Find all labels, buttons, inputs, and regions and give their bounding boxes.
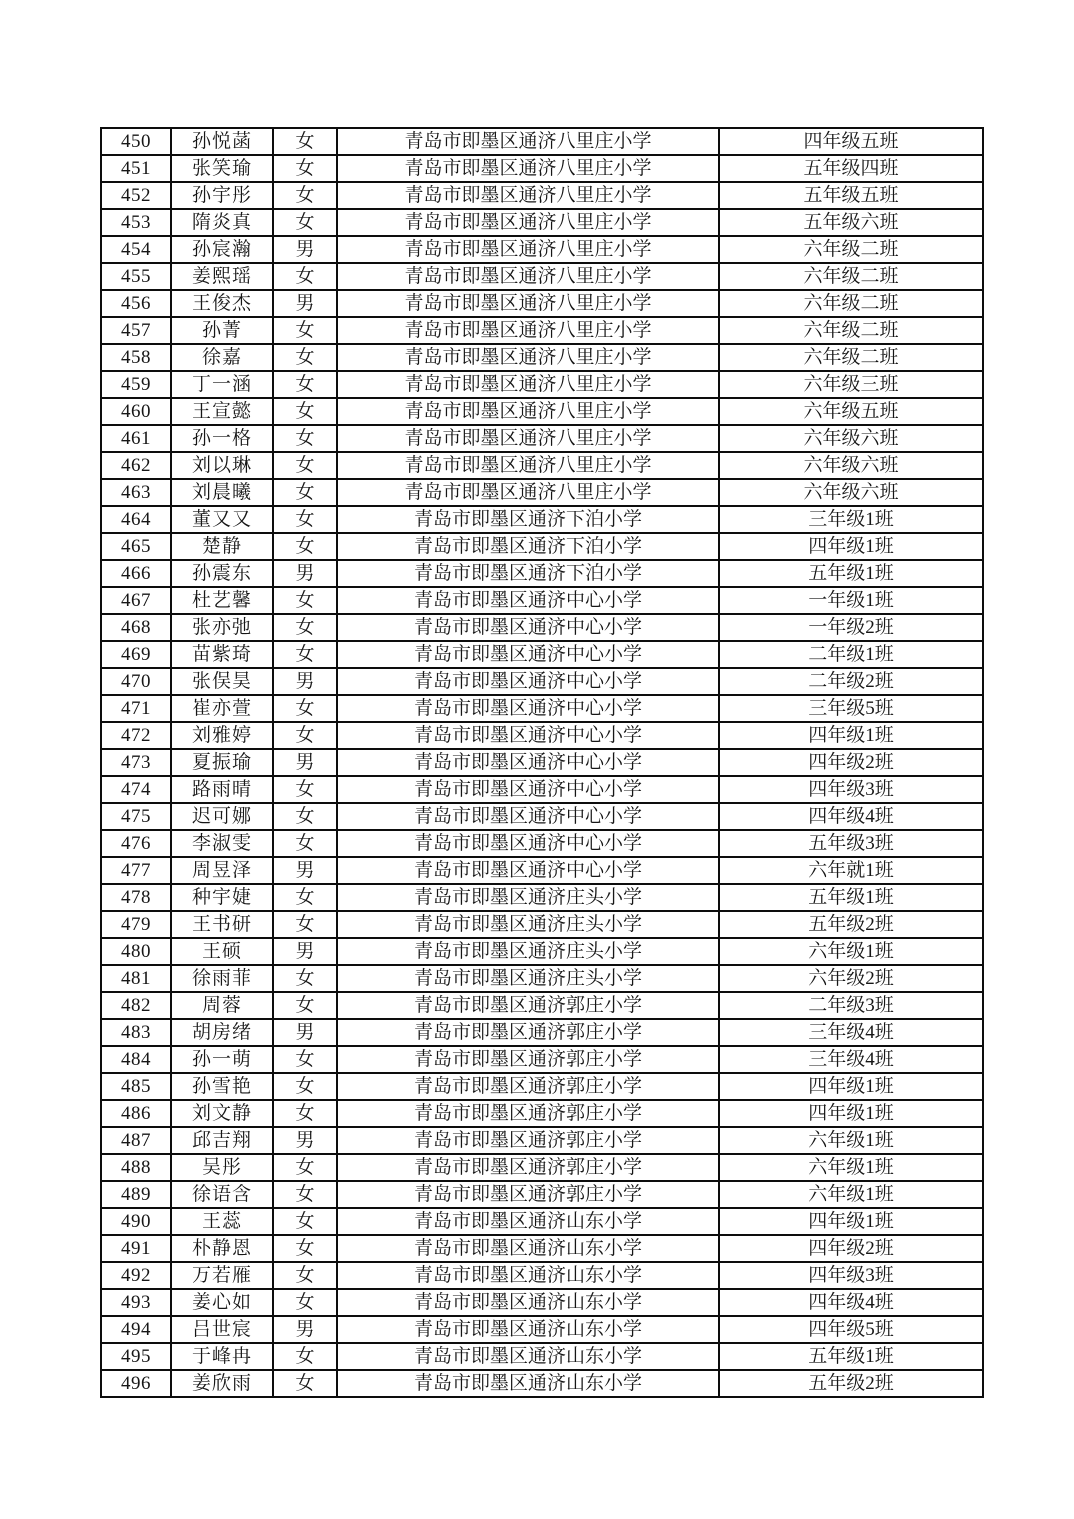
row-number-cell: 466 [101,560,171,587]
class-cell: 六年级1班 [719,1127,983,1154]
gender-cell: 女 [273,803,337,830]
table-row [101,1100,983,1127]
school-cell: 青岛市即墨区通济八里庄小学 [337,290,719,317]
student-name-cell: 朴静恩 [171,1235,273,1262]
school-cell: 青岛市即墨区通济郭庄小学 [337,1073,719,1100]
student-name-cell: 刘雅婷 [171,722,273,749]
student-name-cell: 王硕 [171,938,273,965]
school-cell: 青岛市即墨区通济八里庄小学 [337,452,719,479]
gender-cell: 女 [273,1073,337,1100]
class-cell: 四年级2班 [719,749,983,776]
gender-cell: 女 [273,884,337,911]
school-cell: 青岛市即墨区通济郭庄小学 [337,1019,719,1046]
table-row [101,506,983,533]
student-name-cell: 张亦弛 [171,614,273,641]
school-cell: 青岛市即墨区通济八里庄小学 [337,344,719,371]
table-row [101,1208,983,1235]
school-cell: 青岛市即墨区通济八里庄小学 [337,317,719,344]
school-cell: 青岛市即墨区通济中心小学 [337,641,719,668]
student-name-cell: 王俊杰 [171,290,273,317]
gender-cell: 女 [273,317,337,344]
gender-cell: 男 [273,560,337,587]
gender-cell: 女 [273,182,337,209]
gender-cell: 女 [273,965,337,992]
school-cell: 青岛市即墨区通济庄头小学 [337,884,719,911]
class-cell: 六年级五班 [719,398,983,425]
class-cell: 六年级二班 [719,290,983,317]
class-cell: 五年级2班 [719,1370,983,1397]
row-number-cell: 465 [101,533,171,560]
student-name-cell: 丁一涵 [171,371,273,398]
table-row [101,1235,983,1262]
table-row [101,776,983,803]
table-row [101,1019,983,1046]
table-row [101,128,983,155]
class-cell: 六年就1班 [719,857,983,884]
class-cell: 六年级二班 [719,344,983,371]
student-name-cell: 周蓉 [171,992,273,1019]
class-cell: 四年级五班 [719,128,983,155]
class-cell: 四年级1班 [719,533,983,560]
gender-cell: 女 [273,776,337,803]
table-row [101,965,983,992]
class-cell: 二年级3班 [719,992,983,1019]
class-cell: 六年级2班 [719,965,983,992]
school-cell: 青岛市即墨区通济八里庄小学 [337,209,719,236]
gender-cell: 女 [273,1289,337,1316]
row-number-cell: 490 [101,1208,171,1235]
gender-cell: 女 [273,830,337,857]
student-name-cell: 刘以琳 [171,452,273,479]
row-number-cell: 453 [101,209,171,236]
student-name-cell: 张俣昊 [171,668,273,695]
gender-cell: 女 [273,911,337,938]
row-number-cell: 457 [101,317,171,344]
row-number-cell: 464 [101,506,171,533]
row-number-cell: 482 [101,992,171,1019]
gender-cell: 女 [273,479,337,506]
row-number-cell: 468 [101,614,171,641]
gender-cell: 男 [273,938,337,965]
class-cell: 五年级1班 [719,884,983,911]
student-name-cell: 万若雁 [171,1262,273,1289]
class-cell: 五年级1班 [719,560,983,587]
gender-cell: 男 [273,668,337,695]
student-name-cell: 楚静 [171,533,273,560]
row-number-cell: 479 [101,911,171,938]
gender-cell: 女 [273,263,337,290]
gender-cell: 男 [273,1316,337,1343]
student-name-cell: 孙菁 [171,317,273,344]
class-cell: 五年级1班 [719,1343,983,1370]
student-name-cell: 迟可娜 [171,803,273,830]
table-row [101,830,983,857]
gender-cell: 女 [273,722,337,749]
class-cell: 五年级六班 [719,209,983,236]
table-row [101,1154,983,1181]
class-cell: 四年级1班 [719,722,983,749]
school-cell: 青岛市即墨区通济山东小学 [337,1289,719,1316]
school-cell: 青岛市即墨区通济中心小学 [337,776,719,803]
class-cell: 二年级2班 [719,668,983,695]
gender-cell: 男 [273,236,337,263]
school-cell: 青岛市即墨区通济庄头小学 [337,938,719,965]
school-cell: 青岛市即墨区通济八里庄小学 [337,128,719,155]
student-name-cell: 李淑雯 [171,830,273,857]
school-cell: 青岛市即墨区通济中心小学 [337,722,719,749]
row-number-cell: 458 [101,344,171,371]
gender-cell: 女 [273,155,337,182]
table-row [101,749,983,776]
gender-cell: 女 [273,587,337,614]
student-name-cell: 苗紫琦 [171,641,273,668]
row-number-cell: 472 [101,722,171,749]
student-name-cell: 王宣懿 [171,398,273,425]
gender-cell: 女 [273,1154,337,1181]
student-name-cell: 孙一萌 [171,1046,273,1073]
school-cell: 青岛市即墨区通济八里庄小学 [337,425,719,452]
class-cell: 三年级1班 [719,506,983,533]
row-number-cell: 451 [101,155,171,182]
table-row [101,1289,983,1316]
student-name-cell: 孙悦菡 [171,128,273,155]
table-row [101,587,983,614]
student-name-cell: 孙雪艳 [171,1073,273,1100]
class-cell: 六年级六班 [719,425,983,452]
row-number-cell: 467 [101,587,171,614]
table-row [101,452,983,479]
gender-cell: 女 [273,1262,337,1289]
table-row [101,425,983,452]
school-cell: 青岛市即墨区通济郭庄小学 [337,992,719,1019]
school-cell: 青岛市即墨区通济八里庄小学 [337,155,719,182]
school-cell: 青岛市即墨区通济山东小学 [337,1343,719,1370]
school-cell: 青岛市即墨区通济山东小学 [337,1208,719,1235]
student-name-cell: 夏振瑜 [171,749,273,776]
school-cell: 青岛市即墨区通济郭庄小学 [337,1154,719,1181]
row-number-cell: 484 [101,1046,171,1073]
class-cell: 六年级六班 [719,479,983,506]
gender-cell: 女 [273,371,337,398]
row-number-cell: 471 [101,695,171,722]
row-number-cell: 463 [101,479,171,506]
student-name-cell: 王蕊 [171,1208,273,1235]
row-number-cell: 487 [101,1127,171,1154]
row-number-cell: 462 [101,452,171,479]
table-row [101,263,983,290]
gender-cell: 男 [273,1127,337,1154]
table-row [101,614,983,641]
table-row [101,1181,983,1208]
row-number-cell: 475 [101,803,171,830]
school-cell: 青岛市即墨区通济八里庄小学 [337,398,719,425]
class-cell: 六年级三班 [719,371,983,398]
row-number-cell: 494 [101,1316,171,1343]
roster-body [101,128,983,1397]
school-cell: 青岛市即墨区通济郭庄小学 [337,1181,719,1208]
table-row [101,992,983,1019]
school-cell: 青岛市即墨区通济郭庄小学 [337,1046,719,1073]
row-number-cell: 461 [101,425,171,452]
class-cell: 五年级2班 [719,911,983,938]
gender-cell: 女 [273,209,337,236]
table-row [101,155,983,182]
school-cell: 青岛市即墨区通济八里庄小学 [337,182,719,209]
table-row [101,1343,983,1370]
student-name-cell: 于峰冉 [171,1343,273,1370]
class-cell: 五年级3班 [719,830,983,857]
gender-cell: 女 [273,1370,337,1397]
student-name-cell: 种宇婕 [171,884,273,911]
school-cell: 青岛市即墨区通济下泊小学 [337,560,719,587]
table-row [101,641,983,668]
class-cell: 六年级六班 [719,452,983,479]
row-number-cell: 476 [101,830,171,857]
gender-cell: 女 [273,1208,337,1235]
class-cell: 三年级4班 [719,1046,983,1073]
row-number-cell: 473 [101,749,171,776]
school-cell: 青岛市即墨区通济山东小学 [337,1316,719,1343]
student-name-cell: 吴彤 [171,1154,273,1181]
student-name-cell: 路雨晴 [171,776,273,803]
class-cell: 四年级2班 [719,1235,983,1262]
table-row [101,371,983,398]
class-cell: 六年级1班 [719,1154,983,1181]
student-name-cell: 徐嘉 [171,344,273,371]
school-cell: 青岛市即墨区通济中心小学 [337,830,719,857]
row-number-cell: 455 [101,263,171,290]
row-number-cell: 459 [101,371,171,398]
row-number-cell: 460 [101,398,171,425]
class-cell: 六年级二班 [719,317,983,344]
table-row [101,1046,983,1073]
class-cell: 六年级二班 [719,236,983,263]
row-number-cell: 452 [101,182,171,209]
row-number-cell: 489 [101,1181,171,1208]
class-cell: 四年级1班 [719,1208,983,1235]
row-number-cell: 456 [101,290,171,317]
gender-cell: 女 [273,344,337,371]
school-cell: 青岛市即墨区通济下泊小学 [337,533,719,560]
class-cell: 六年级1班 [719,938,983,965]
class-cell: 一年级2班 [719,614,983,641]
row-number-cell: 454 [101,236,171,263]
row-number-cell: 495 [101,1343,171,1370]
row-number-cell: 492 [101,1262,171,1289]
row-number-cell: 474 [101,776,171,803]
row-number-cell: 450 [101,128,171,155]
school-cell: 青岛市即墨区通济中心小学 [337,614,719,641]
table-row [101,479,983,506]
student-name-cell: 孙一格 [171,425,273,452]
student-name-cell: 张笑瑜 [171,155,273,182]
table-row [101,236,983,263]
table-row [101,344,983,371]
row-number-cell: 477 [101,857,171,884]
school-cell: 青岛市即墨区通济中心小学 [337,668,719,695]
school-cell: 青岛市即墨区通济八里庄小学 [337,263,719,290]
class-cell: 四年级4班 [719,1289,983,1316]
student-name-cell: 刘晨曦 [171,479,273,506]
student-name-cell: 邱吉翔 [171,1127,273,1154]
class-cell: 一年级1班 [719,587,983,614]
gender-cell: 女 [273,695,337,722]
row-number-cell: 493 [101,1289,171,1316]
table-row [101,938,983,965]
gender-cell: 女 [273,641,337,668]
table-row [101,560,983,587]
school-cell: 青岛市即墨区通济庄头小学 [337,965,719,992]
student-name-cell: 姜心如 [171,1289,273,1316]
gender-cell: 女 [273,398,337,425]
class-cell: 四年级5班 [719,1316,983,1343]
row-number-cell: 483 [101,1019,171,1046]
student-name-cell: 孙宇彤 [171,182,273,209]
student-name-cell: 隋炎真 [171,209,273,236]
school-cell: 青岛市即墨区通济郭庄小学 [337,1100,719,1127]
school-cell: 青岛市即墨区通济下泊小学 [337,506,719,533]
school-cell: 青岛市即墨区通济八里庄小学 [337,371,719,398]
student-name-cell: 王书研 [171,911,273,938]
class-cell: 四年级1班 [719,1100,983,1127]
student-name-cell: 周昱泽 [171,857,273,884]
row-number-cell: 470 [101,668,171,695]
row-number-cell: 478 [101,884,171,911]
student-name-cell: 徐雨菲 [171,965,273,992]
class-cell: 四年级3班 [719,776,983,803]
gender-cell: 女 [273,506,337,533]
table-row [101,857,983,884]
gender-cell: 男 [273,290,337,317]
gender-cell: 男 [273,857,337,884]
gender-cell: 女 [273,1181,337,1208]
row-number-cell: 469 [101,641,171,668]
table-row [101,182,983,209]
school-cell: 青岛市即墨区通济郭庄小学 [337,1127,719,1154]
gender-cell: 女 [273,128,337,155]
table-row [101,884,983,911]
table-row [101,290,983,317]
student-name-cell: 孙宸瀚 [171,236,273,263]
class-cell: 四年级4班 [719,803,983,830]
table-row [101,1370,983,1397]
row-number-cell: 485 [101,1073,171,1100]
class-cell: 二年级1班 [719,641,983,668]
school-cell: 青岛市即墨区通济山东小学 [337,1235,719,1262]
gender-cell: 女 [273,614,337,641]
school-cell: 青岛市即墨区通济中心小学 [337,857,719,884]
gender-cell: 男 [273,749,337,776]
gender-cell: 女 [273,533,337,560]
student-name-cell: 崔亦萱 [171,695,273,722]
table-row [101,695,983,722]
class-cell: 三年级4班 [719,1019,983,1046]
row-number-cell: 486 [101,1100,171,1127]
school-cell: 青岛市即墨区通济中心小学 [337,587,719,614]
gender-cell: 女 [273,992,337,1019]
table-row [101,911,983,938]
gender-cell: 女 [273,452,337,479]
class-cell: 四年级3班 [719,1262,983,1289]
class-cell: 五年级四班 [719,155,983,182]
student-roster-table [100,127,984,1398]
school-cell: 青岛市即墨区通济八里庄小学 [337,236,719,263]
table-row [101,398,983,425]
student-name-cell: 杜艺馨 [171,587,273,614]
table-row [101,209,983,236]
student-name-cell: 徐语含 [171,1181,273,1208]
school-cell: 青岛市即墨区通济中心小学 [337,803,719,830]
gender-cell: 男 [273,1019,337,1046]
row-number-cell: 481 [101,965,171,992]
class-cell: 三年级5班 [719,695,983,722]
class-cell: 五年级五班 [719,182,983,209]
student-name-cell: 胡房绪 [171,1019,273,1046]
table-row [101,722,983,749]
school-cell: 青岛市即墨区通济山东小学 [337,1262,719,1289]
table-row [101,1127,983,1154]
table-row [101,668,983,695]
table-row [101,1316,983,1343]
school-cell: 青岛市即墨区通济山东小学 [337,1370,719,1397]
gender-cell: 女 [273,425,337,452]
table-row [101,533,983,560]
table-row [101,1073,983,1100]
table-row [101,803,983,830]
row-number-cell: 488 [101,1154,171,1181]
gender-cell: 女 [273,1343,337,1370]
student-name-cell: 孙震东 [171,560,273,587]
class-cell: 四年级1班 [719,1073,983,1100]
row-number-cell: 480 [101,938,171,965]
gender-cell: 女 [273,1100,337,1127]
class-cell: 六年级1班 [719,1181,983,1208]
gender-cell: 女 [273,1235,337,1262]
school-cell: 青岛市即墨区通济中心小学 [337,749,719,776]
row-number-cell: 496 [101,1370,171,1397]
student-name-cell: 刘文静 [171,1100,273,1127]
table-row [101,317,983,344]
student-name-cell: 姜熙瑶 [171,263,273,290]
student-name-cell: 吕世宸 [171,1316,273,1343]
school-cell: 青岛市即墨区通济八里庄小学 [337,479,719,506]
table-row [101,1262,983,1289]
gender-cell: 女 [273,1046,337,1073]
row-number-cell: 491 [101,1235,171,1262]
student-name-cell: 姜欣雨 [171,1370,273,1397]
school-cell: 青岛市即墨区通济庄头小学 [337,911,719,938]
class-cell: 六年级二班 [719,263,983,290]
school-cell: 青岛市即墨区通济中心小学 [337,695,719,722]
student-name-cell: 董又又 [171,506,273,533]
